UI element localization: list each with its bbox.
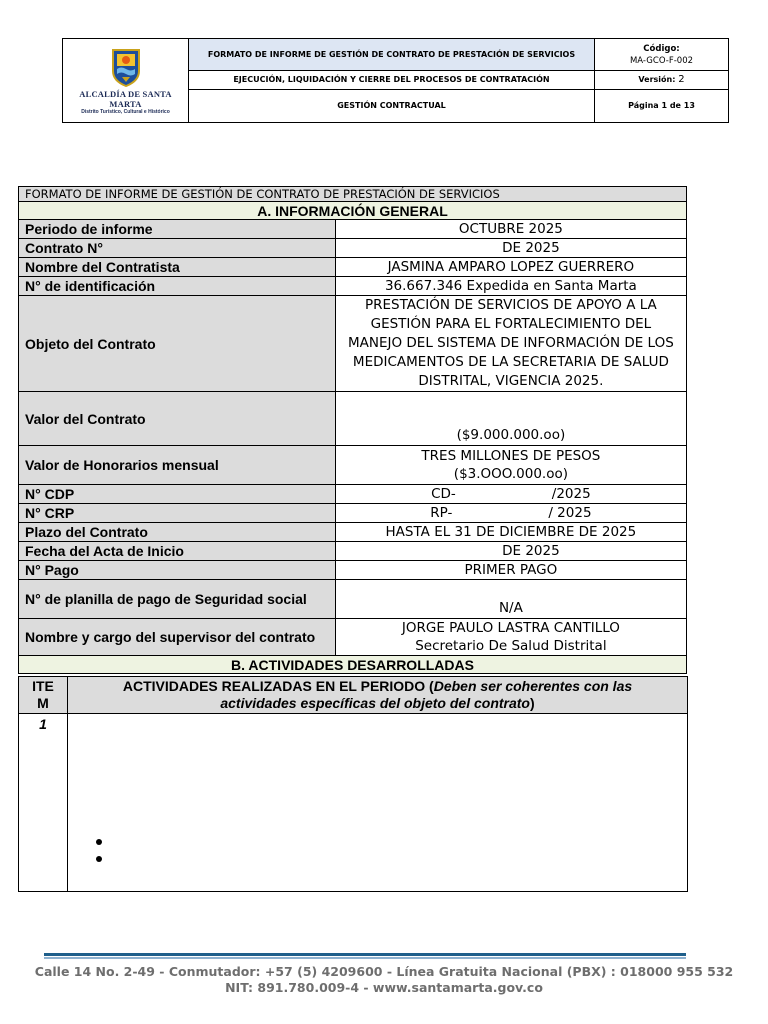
row-value-contratista: JASMINA AMPARO LOPEZ GUERRERO xyxy=(335,258,686,277)
honorarios-amount: ($3.OOO.000.oo) xyxy=(453,466,568,482)
activity-content-cell[interactable] xyxy=(68,714,688,892)
row-label-pago: N° Pago xyxy=(19,561,336,580)
form-top-title: FORMATO DE INFORME DE GESTIÓN DE CONTRATO DE PRESTACIÓN DE SERVICIOS xyxy=(19,187,687,202)
activities-title-close: ) xyxy=(529,695,535,711)
coat-of-arms-icon xyxy=(109,47,143,87)
section-b-heading: B. ACTIVIDADES DESARROLLADAS xyxy=(19,656,687,674)
row-value-crp xyxy=(335,504,686,523)
page-number: Página 1 de 13 xyxy=(595,89,729,122)
row-label-contratista: Nombre del Contratista xyxy=(19,258,336,277)
row-label-crp: N° CRP xyxy=(19,504,336,523)
row-label-identificacion: N° de identificación xyxy=(19,277,336,296)
crp-suffix: / 2025 xyxy=(548,505,592,521)
row-value-planilla: N/A xyxy=(335,580,686,619)
activities-title-italic: Deben ser coherentes con las actividades específicas del objeto del contrato xyxy=(220,678,633,711)
contrato-value-text: DE 2025 xyxy=(502,240,560,256)
santa-marta-logo xyxy=(63,47,188,115)
row-value-honorarios xyxy=(335,446,686,485)
row-value-plazo: HASTA EL 31 DE DICIEMBRE DE 2025 xyxy=(335,523,686,542)
row-value-periodo: OCTUBRE 2025 xyxy=(335,220,686,239)
footer-rule-dark xyxy=(44,953,686,956)
row-label-honorarios: Valor de Honorarios mensual xyxy=(19,446,336,485)
crp-prefix: RP- xyxy=(430,505,453,521)
cdp-prefix: CD- xyxy=(431,486,456,502)
row-value-acta-inicio xyxy=(335,542,686,561)
acta-inicio-value-text: DE 2025 xyxy=(502,543,560,559)
version-label: Versión: xyxy=(638,75,676,85)
item-header-text: ITE M xyxy=(32,678,54,711)
row-label-planilla: N° de planilla de pago de Seguridad social xyxy=(19,580,336,619)
row-label-supervisor: Nombre y cargo del supervisor del contrato xyxy=(19,619,336,656)
row-value-cdp xyxy=(335,485,686,504)
row-value-valor-contrato: ($9.000.000.oo) xyxy=(335,392,686,446)
activities-title-plain: ACTIVIDADES REALIZADAS EN EL PERIODO ( xyxy=(122,678,434,694)
row-label-acta-inicio: Fecha del Acta de Inicio xyxy=(19,542,336,561)
supervisor-name: JORGE PAULO LASTRA CANTILLO xyxy=(401,620,620,636)
row-value-identificacion: 36.667.346 Expedida en Santa Marta xyxy=(335,277,686,296)
honorarios-words: TRES MILLONES DE PESOS xyxy=(421,448,601,464)
logo-city-name: ALCALDÍA DE SANTA MARTA xyxy=(79,88,172,109)
bullet-icon xyxy=(96,856,102,862)
item-number: 1 xyxy=(19,714,68,892)
header-subtitle: EJECUCIÓN, LIQUIDACIÓN Y CIERRE DEL PROCESOS DE CONTRATACIÓN xyxy=(189,71,595,89)
header-area: GESTIÓN CONTRACTUAL xyxy=(189,89,595,122)
cdp-suffix: /2025 xyxy=(551,486,591,502)
document-header xyxy=(62,38,729,123)
bullet-icon xyxy=(96,839,102,845)
code-cell xyxy=(595,39,729,71)
version-cell xyxy=(595,71,729,89)
row-value-objeto: PRESTACIÓN DE SERVICIOS DE APOYO A LA GESTIÓN PARA EL FORTALECIMIENTO DEL MANEJO DEL SISTEMA DE INFORMACIÓN DE LOS MEDICAMENTOS DE LA SECRETARIA DE SALUD DISTRITAL, VIGENCIA 2025. xyxy=(335,296,686,392)
code-value: MA-GCO-F-002 xyxy=(629,55,694,66)
header-title: FORMATO DE INFORME DE GESTIÓN DE CONTRATO DE PRESTACIÓN DE SERVICIOS xyxy=(189,39,595,71)
code-label: Código: xyxy=(643,43,680,54)
row-value-supervisor xyxy=(335,619,686,656)
version-value: 2 xyxy=(678,74,685,86)
footer-address: Calle 14 No. 2-49 - Conmutador: +57 (5) 4209600 - Línea Gratuita Nacional (PBX) : 018000 955 532 xyxy=(34,964,734,979)
item-column-header xyxy=(19,677,68,714)
row-label-cdp: N° CDP xyxy=(19,485,336,504)
row-label-plazo: Plazo del Contrato xyxy=(19,523,336,542)
row-label-objeto: Objeto del Contrato xyxy=(19,296,336,392)
section-a-heading: A. INFORMACIÓN GENERAL xyxy=(19,202,687,220)
activities-table xyxy=(18,676,688,892)
activity-bullet-list xyxy=(96,839,102,873)
logo-cell xyxy=(63,39,189,123)
row-value-contrato xyxy=(335,239,686,258)
general-info-table xyxy=(18,186,687,674)
row-value-pago: PRIMER PAGO xyxy=(335,561,686,580)
row-label-contrato: Contrato N° xyxy=(19,239,336,258)
logo-subtitle: Distrito Turístico, Cultural e Histórico xyxy=(81,108,170,115)
activities-column-header xyxy=(68,677,688,714)
supervisor-role: Secretario De Salud Distrital xyxy=(415,638,607,654)
row-label-periodo: Periodo de informe xyxy=(19,220,336,239)
row-label-valor-contrato: Valor del Contrato xyxy=(19,392,336,446)
footer-nit-website: NIT: 891.780.009-4 - www.santamarta.gov.co xyxy=(225,980,543,995)
footer-rule-light xyxy=(44,957,686,959)
